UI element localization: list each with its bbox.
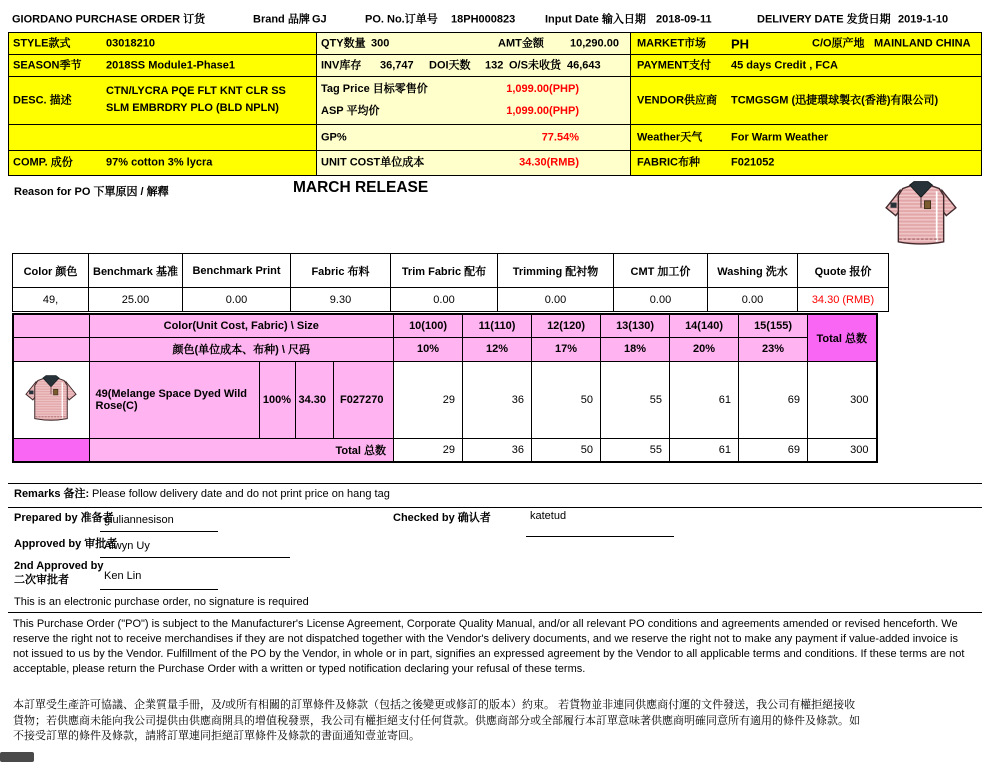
size-header-row-1: [13, 314, 877, 337]
size-col-12: 12(120): [532, 314, 601, 337]
cost-breakdown-table: [12, 253, 889, 312]
color-fabric-code: F027270: [334, 361, 394, 438]
cost-header-cmt: CMT 加工价: [614, 254, 708, 288]
doi-label: DOI天数: [429, 59, 471, 71]
terms-chinese: 本訂單受生產許可協議、企業質量手冊，及/或所有相關的訂單條件及條款（包括之後變更或修訂的版本）約束。 若貨物並非連同供應商付運的文件發送，我公司有權拒絕接收貨物；若供應商未能向我公司提供由供應商開具的增值稅發票，我公司有權拒絕支付任何貨款。供應商部分或全部履行本訂單意味著供應商明確同意所有適用的條件及條款。如不接受訂單的條件及條款，請將訂單連同拒絕訂單條件及條款的書面通知壹並寄回。: [13, 699, 860, 742]
checked-signature-line: [526, 536, 674, 537]
qty-size-13: 55: [601, 361, 670, 438]
qty-label: QTY数量: [321, 37, 366, 49]
color-name: 49(Melange Space Dyed Wild Rose(C): [89, 361, 259, 438]
cost-header-fabric: Fabric 布料: [291, 254, 391, 288]
gp-row-bg: [9, 125, 316, 150]
po-number-value: 18PH000823: [451, 13, 516, 26]
page-title: GIORDANO PURCHASE ORDER 订货: [12, 13, 206, 26]
input-date-value: 2018-09-11: [656, 13, 712, 26]
size-total-row: [13, 438, 877, 462]
total-grand: 300: [808, 438, 877, 462]
season-label: SEASON季节: [13, 59, 82, 71]
cost-washing-value: 0.00: [708, 288, 798, 312]
cost-header-washing: Washing 洗水: [708, 254, 798, 288]
total-row-label: Total 总数: [89, 438, 394, 462]
cost-trim-fabric-value: 0.00: [391, 288, 498, 312]
total-size-14: 61: [670, 438, 739, 462]
qty-row-total: 300: [808, 361, 877, 438]
weather-label: Weather天气: [637, 131, 703, 143]
market-value: PH: [731, 36, 750, 51]
approved-signature-line: [100, 557, 290, 558]
divider-above-remarks: [8, 483, 982, 484]
size-row1-label: Color(Unit Cost, Fabric) \ Size: [89, 314, 394, 337]
total-size-10: 29: [394, 438, 463, 462]
asp-label: ASP 平均价: [321, 105, 380, 117]
size-col-14: 14(140): [670, 314, 739, 337]
cost-header-color: Color 颜色: [13, 254, 89, 288]
size-row2-label: 颜色(单位成本、布种) \ 尺码: [89, 337, 394, 361]
cost-fabric-value: 9.30: [291, 288, 391, 312]
style-row: [8, 32, 982, 54]
vendor-label: VENDOR供应商: [637, 94, 718, 106]
cost-value-row: [13, 288, 889, 312]
po-number-label: PO. No.订单号: [365, 13, 438, 26]
payment-value: 45 days Credit , FCA: [731, 59, 838, 71]
remarks-value: Please follow delivery date and do not print price on hang tag: [92, 488, 390, 500]
title-row: [8, 8, 982, 32]
ratio-15: 23%: [739, 337, 808, 361]
style-value: 03018210: [106, 37, 155, 49]
input-date-label: Input Date 输入日期: [545, 13, 646, 26]
delivery-date-label: DELIVERY DATE 发货日期: [757, 13, 891, 26]
screen-artifact: [0, 752, 34, 762]
second-approved-label-line2: 二次审批者: [14, 574, 69, 586]
brand-label: Brand 品牌: [253, 13, 310, 26]
approved-by-label: Approved by 审批者: [14, 538, 118, 550]
amt-value: 10,290.00: [570, 37, 619, 49]
market-label: MARKET市场: [637, 37, 707, 49]
size-quantity-table: [12, 313, 878, 463]
total-size-15: 69: [739, 438, 808, 462]
cost-header-row: [13, 254, 889, 288]
terms-english: This Purchase Order ("PO") is subject to the Manufacturer's License Agreement, Corporate Quality Manual, and/or all relevant PO conditions and agreements amended or revised henceforth. We reserve the right not to receive merchandises if they are not dispatched together with the Vendor's delivery documents, and we reserve the right not to make any payment if value-added invoice is not issued to us by the Vendor. Fulfillment of the PO by the Vendor, in whole or in part, signifies an expressed agreement by the Vendor to all applicable terms and conditions. If these terms are not acceptable, please return the Purchase Order with a written or typed notification declaring your refusal of these terms.: [13, 618, 965, 675]
os-value: 46,643: [567, 59, 601, 71]
ratio-12: 17%: [532, 337, 601, 361]
vendor-value: TCMGSGM (迅捷環球製衣(香港)有限公司): [731, 94, 939, 106]
size-col-11: 11(110): [463, 314, 532, 337]
total-size-13: 55: [601, 438, 670, 462]
prepared-by-value: giuliannesison: [104, 514, 174, 526]
checked-by-value: katetud: [530, 510, 567, 522]
desc-line1: CTN/LYCRA PQE FLT KNT CLR SS: [106, 85, 286, 97]
total-size-12: 50: [532, 438, 601, 462]
ratio-10: 10%: [394, 337, 463, 361]
cost-benchmark-value: 25.00: [89, 288, 183, 312]
tag-price-label: Tag Price 目标零售价: [321, 83, 428, 95]
reason-label: Reason for PO 下單原因 / 解釋: [14, 186, 169, 198]
gp-row: [8, 124, 982, 150]
qty-size-15: 69: [739, 361, 808, 438]
prepared-signature-line: [100, 531, 218, 532]
polo-shirt-graphic: [878, 179, 964, 247]
size-header-row-2: [13, 337, 877, 361]
color-quantity-row: [13, 361, 877, 438]
size-total-header: Total 总数: [808, 314, 877, 361]
co-label: C/O原产地: [812, 37, 865, 49]
qty-value: 300: [371, 37, 390, 49]
qty-size-14: 61: [670, 361, 739, 438]
cost-header-trimming: Trimming 配衬物: [498, 254, 614, 288]
os-label: O/S未收货: [509, 59, 561, 71]
cost-benchmark-print-value: 0.00: [183, 288, 291, 312]
gp-value: 77.54%: [541, 131, 579, 143]
tag-price-value: 1,099.00(PHP): [506, 83, 579, 95]
product-photo: [878, 179, 964, 250]
comp-row: [8, 150, 982, 176]
product-thumbnail-cell: [13, 361, 89, 438]
desc-line2: SLM EMBRDRY PLO (BLD NPLN): [106, 102, 279, 114]
cost-header-benchmark: Benchmark 基准: [89, 254, 183, 288]
inv-value: 36,747: [380, 59, 414, 71]
size-col-10: 10(100): [394, 314, 463, 337]
unit-cost-label: UNIT COST单位成本: [321, 156, 425, 169]
doi-value: 132: [485, 59, 504, 71]
cost-header-benchmark-print: Benchmark Print: [183, 254, 291, 288]
prepared-by-label: Prepared by 准备者: [14, 512, 114, 524]
cost-trimming-value: 0.00: [498, 288, 614, 312]
co-value: MAINLAND CHINA: [874, 37, 971, 49]
desc-label: DESC. 描述: [13, 94, 72, 106]
style-label: STYLE款式: [13, 37, 71, 49]
cost-header-trim-fabric: Trim Fabric 配布: [391, 254, 498, 288]
qty-size-11: 36: [463, 361, 532, 438]
cost-color-value: 49,: [13, 288, 89, 312]
gp-label: GP%: [321, 131, 347, 143]
approved-by-value: Alwyn Uy: [104, 540, 150, 552]
second-approved-value: Ken Lin: [104, 570, 142, 582]
total-size-11: 36: [463, 438, 532, 462]
color-unit-cost: 34.30: [295, 361, 334, 438]
cost-header-quote: Quote 报价: [798, 254, 889, 288]
release-title: MARCH RELEASE: [293, 179, 429, 196]
amt-label: AMT金额: [498, 37, 544, 49]
divider-above-terms: [8, 612, 982, 613]
payment-label: PAYMENT支付: [637, 59, 711, 71]
delivery-date-value: 2019-1-10: [898, 13, 949, 26]
fabric-label: FABRIC布种: [637, 156, 700, 169]
total-row-corner: [13, 438, 89, 462]
color-pct: 100%: [259, 361, 295, 438]
second-approved-signature-line: [100, 589, 218, 590]
qty-size-10: 29: [394, 361, 463, 438]
size-col-15: 15(155): [739, 314, 808, 337]
season-row: [8, 54, 982, 76]
ratio-14: 20%: [670, 337, 739, 361]
size-corner-cell-2: [13, 337, 89, 361]
season-value: 2018SS Module1-Phase1: [106, 59, 236, 71]
desc-row: [8, 76, 982, 124]
checked-by-label: Checked by 确认者: [393, 512, 491, 524]
comp-value: 97% cotton 3% lycra: [106, 156, 213, 169]
ratio-13: 18%: [601, 337, 670, 361]
electronic-note: This is an electronic purchase order, no signature is required: [14, 596, 309, 608]
unit-cost-value: 34.30(RMB): [519, 156, 579, 169]
weather-value: For Warm Weather: [731, 131, 829, 143]
cost-quote-value: 34.30 (RMB): [798, 288, 889, 312]
brand-value: GJ: [312, 13, 327, 26]
comp-label: COMP. 成份: [13, 156, 73, 169]
remarks-label: Remarks 备注:: [14, 488, 90, 500]
second-approved-label-line1: 2nd Approved by: [14, 560, 104, 572]
fabric-value: F021052: [731, 156, 775, 169]
asp-value: 1,099.00(PHP): [506, 105, 579, 117]
qty-size-12: 50: [532, 361, 601, 438]
size-corner-cell: [13, 314, 89, 337]
polo-shirt-thumbnail: [21, 366, 81, 430]
size-col-13: 13(130): [601, 314, 670, 337]
cost-cmt-value: 0.00: [614, 288, 708, 312]
divider-below-remarks: [8, 507, 982, 508]
inv-label: INV库存: [321, 59, 362, 71]
ratio-11: 12%: [463, 337, 532, 361]
